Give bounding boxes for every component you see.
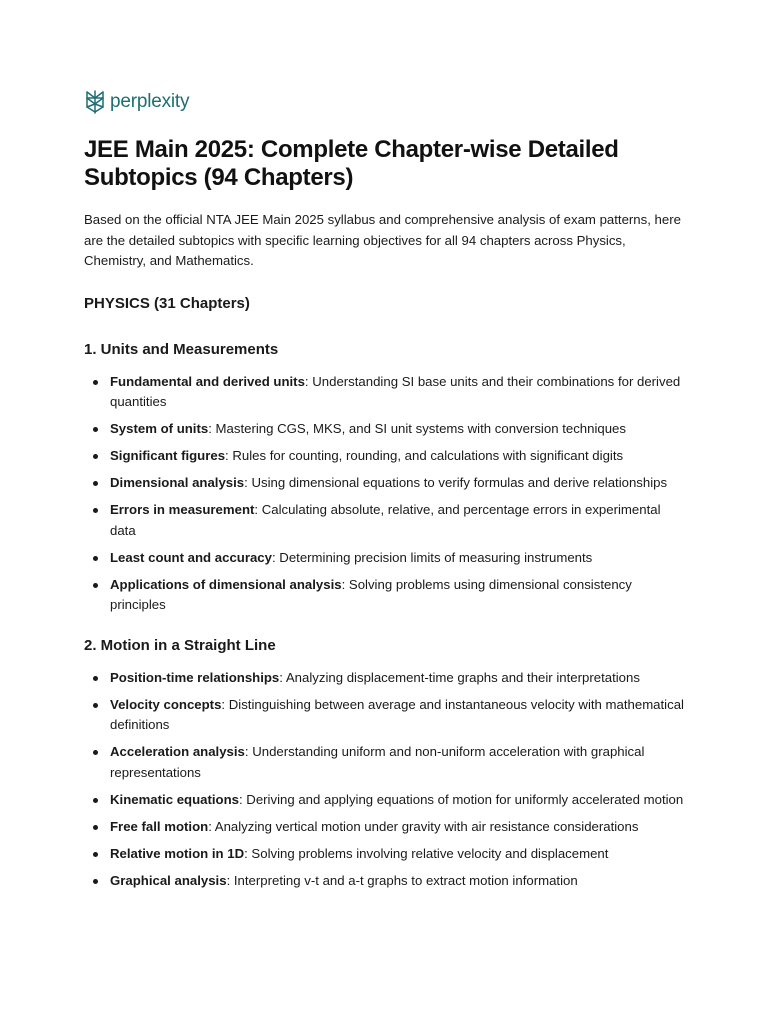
subtopic-description: : Determining precision limits of measuring instruments	[271, 549, 593, 565]
bullet-icon	[93, 508, 98, 513]
subtopic-term: Applications of dimensional analysis	[110, 576, 342, 592]
subtopic-description: : Distinguishing between average and instantaneous velocity with mathematical definitions	[110, 696, 684, 732]
list-item	[84, 446, 684, 467]
perplexity-logo-icon	[84, 90, 106, 114]
chapter-heading: 1. Units and Measurements	[84, 340, 279, 358]
list-item	[84, 575, 684, 616]
bullet-icon	[93, 583, 98, 588]
subtopic-term: Acceleration analysis	[110, 744, 245, 759]
document-title: JEE Main 2025: Complete Chapter-wise Detailed Subtopics (94 Chapters)	[84, 136, 619, 191]
list-item	[84, 473, 684, 494]
bullet-icon	[93, 427, 98, 432]
subtopic-term: Errors in measurement	[110, 502, 255, 517]
subtopic-term: Significant figures	[110, 448, 226, 463]
subtopic-term: Velocity concepts	[110, 696, 222, 712]
list-item	[84, 844, 684, 865]
bullet-icon	[93, 798, 98, 803]
subtopic-term: Position-time relationships	[110, 669, 280, 685]
subtopic-description: : Solving problems involving relative velocity and displacement	[244, 845, 609, 861]
subtopic-term: Free fall motion	[110, 818, 209, 834]
list-item	[84, 668, 684, 689]
bullet-icon	[93, 380, 98, 385]
list-item	[84, 817, 684, 838]
bullet-icon	[93, 676, 98, 681]
subtopic-description: : Analyzing displacement-time graphs and their interpretations	[279, 669, 640, 685]
list-item	[84, 695, 684, 736]
bullet-icon	[93, 703, 98, 708]
subtopic-term: Kinematic equations	[110, 791, 239, 807]
subtopic-term: Least count and accuracy	[110, 549, 272, 565]
bullet-icon	[93, 481, 98, 486]
list-item	[84, 742, 684, 783]
subtopic-description: : Calculating absolute, relative, and percentage errors in experimental data	[110, 502, 661, 538]
subtopic-description: : Analyzing vertical motion under gravity with air resistance considerations	[208, 818, 639, 834]
bullet-icon	[93, 750, 98, 755]
subtopic-term: Fundamental and derived units	[110, 373, 305, 389]
subtopic-description: : Mastering CGS, MKS, and SI unit systems with conversion techniques	[208, 421, 626, 436]
subtopic-list	[84, 668, 684, 892]
subtopic-list	[84, 372, 684, 616]
list-item	[84, 500, 684, 541]
subtopic-description: : Solving problems using dimensional consistency principles	[110, 576, 632, 612]
brand-name: perplexity	[110, 91, 190, 112]
chapter-heading: 2. Motion in a Straight Line	[84, 636, 276, 654]
list-item	[84, 419, 684, 440]
bullet-icon	[93, 454, 98, 459]
subtopic-description: : Interpreting v-t and a-t graphs to extract motion information	[226, 872, 578, 888]
chapter-list	[84, 340, 684, 892]
section-heading-physics: PHYSICS (31 Chapters)	[84, 294, 250, 312]
bullet-icon	[93, 556, 98, 561]
bullet-icon	[93, 852, 98, 857]
bullet-icon	[93, 879, 98, 884]
brand-header	[84, 88, 684, 116]
list-item	[84, 871, 684, 892]
intro-paragraph: Based on the official NTA JEE Main 2025 syllabus and comprehensive analysis of exam patterns, here are the detailed subtopics with specific learning objectives for all 94 chapters across Physics, Chemistry, and Mathematics.	[84, 212, 681, 268]
bullet-icon	[93, 825, 98, 830]
subtopic-term: Dimensional analysis	[110, 475, 245, 490]
list-item	[84, 548, 684, 569]
subtopic-description: : Using dimensional equations to verify formulas and derive relationships	[244, 475, 668, 490]
subtopic-description: : Understanding uniform and non-uniform acceleration with graphical representations	[110, 744, 645, 780]
list-item	[84, 372, 684, 413]
subtopic-description: : Deriving and applying equations of motion for uniformly accelerated motion	[238, 791, 684, 807]
subtopic-term: System of units	[110, 421, 209, 436]
subtopic-term: Graphical analysis	[110, 872, 227, 888]
subtopic-term: Relative motion in 1D	[110, 845, 245, 861]
list-item	[84, 790, 684, 811]
subtopic-description: : Rules for counting, rounding, and calculations with significant digits	[225, 448, 624, 463]
subtopic-description: : Understanding SI base units and their combinations for derived quantities	[110, 373, 681, 409]
